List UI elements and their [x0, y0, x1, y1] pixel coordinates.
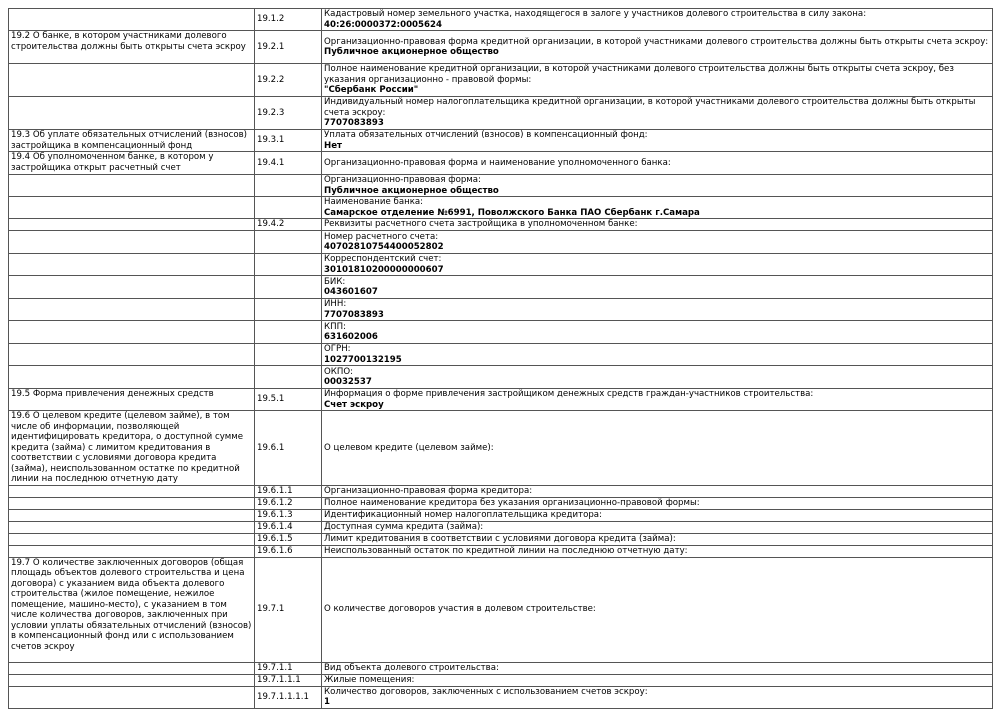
item-label: Уплата обязательных отчислений (взносов) в компенсационный фонд:	[324, 130, 648, 140]
item-value: 043601607	[324, 287, 378, 297]
item-value: 30101810200000000607	[324, 264, 444, 275]
item-content	[322, 366, 993, 389]
item-number: 19.6.1.5	[255, 533, 322, 545]
table-row	[9, 130, 993, 152]
section-title	[9, 485, 255, 497]
item-label: О целевом кредите (целевом займе):	[324, 442, 494, 453]
item-value: Счет эскроу	[324, 399, 384, 410]
item-label: Реквизиты расчетного счета застройщика в уполномоченном банке:	[324, 219, 638, 230]
item-value: 1027700132195	[324, 354, 402, 365]
section-title	[9, 521, 255, 533]
item-number: 19.1.2	[255, 9, 322, 31]
section-title	[9, 344, 255, 366]
item-number: 19.2.3	[255, 97, 322, 130]
item-label: Организационно-правовая форма:	[324, 175, 481, 185]
section-title	[9, 366, 255, 389]
table-row	[9, 344, 993, 366]
item-content	[322, 197, 993, 219]
section-title: 19.6 О целевом кредите (целевом займе), в том числе об информации, позволяющей идентифицировать кредитора, о доступной сумме кредита (займа) с лимитом кредитования в соответствии с условиями договора кредита (займа), неиспользованном остатке по кредитной линии на последнюю отчетную дату	[9, 411, 255, 486]
table-row	[9, 9, 993, 31]
item-value: "Сбербанк России"	[324, 85, 419, 96]
item-label: Корреспондентский счет:	[324, 254, 442, 264]
item-content	[322, 557, 993, 662]
item-label: Организационно-правовая форма кредитора:	[324, 485, 533, 496]
section-title: 19.4 Об уполномоченном банке, в котором у застройщика открыт расчетный счет	[9, 152, 255, 175]
table-row	[9, 152, 993, 175]
table-row	[9, 231, 993, 254]
item-number: 19.7.1.1.1.1	[255, 686, 322, 708]
item-value: 40702810754400052802	[324, 242, 444, 252]
item-content	[322, 521, 993, 533]
item-content	[322, 545, 993, 557]
item-label: ОГРН:	[324, 344, 351, 354]
item-number	[255, 366, 322, 389]
table-row	[9, 497, 993, 509]
item-number	[255, 231, 322, 254]
section-title	[9, 662, 255, 674]
item-value: 40:26:0000372:0005624	[324, 19, 442, 30]
table-row	[9, 254, 993, 276]
table-row	[9, 674, 993, 686]
item-label: Лимит кредитования в соответствии с условиями договора кредита (займа):	[324, 533, 676, 544]
item-label: ИНН:	[324, 299, 347, 309]
item-content	[322, 276, 993, 299]
item-number	[255, 344, 322, 366]
item-value: 7707083893	[324, 309, 384, 320]
item-number: 19.4.1	[255, 152, 322, 175]
table-row	[9, 321, 993, 344]
item-content	[322, 674, 993, 686]
item-label: Наименование банка:	[324, 197, 424, 207]
section-title	[9, 175, 255, 197]
table-row	[9, 175, 993, 197]
section-title	[9, 64, 255, 97]
item-content	[322, 411, 993, 486]
item-value: Публичное акционерное общество	[324, 185, 499, 196]
table-row	[9, 31, 993, 64]
item-content	[322, 662, 993, 674]
section-title	[9, 231, 255, 254]
item-content	[322, 130, 993, 152]
item-number: 19.2.1	[255, 31, 322, 64]
item-content	[322, 299, 993, 321]
section-title	[9, 509, 255, 521]
item-label: БИК:	[324, 276, 346, 287]
item-value: 1	[324, 697, 330, 707]
item-content	[322, 389, 993, 411]
item-content	[322, 175, 993, 197]
item-label: Кадастровый номер земельного участка, находящегося в залоге у участников долевого строительства в силу закона:	[324, 9, 867, 19]
item-number: 19.7.1	[255, 557, 322, 662]
item-content	[322, 97, 993, 130]
item-content	[322, 485, 993, 497]
item-number: 19.7.1.1.1	[255, 674, 322, 686]
item-label: ОКПО:	[324, 366, 353, 377]
table-row	[9, 276, 993, 299]
item-label: Информация о форме привлечения застройщиком денежных средств граждан-участников строительства:	[324, 389, 814, 399]
item-number: 19.4.2	[255, 219, 322, 231]
section-title: 19.3 Об уплате обязательных отчислений (взносов) застройщика в компенсационный фонд	[9, 130, 255, 152]
item-label: Количество договоров, заключенных с использованием счетов эскроу:	[324, 686, 648, 697]
section-title	[9, 197, 255, 219]
item-label: Идентификационный номер налогоплательщика кредитора:	[324, 509, 602, 520]
section-title: 19.2 О банке, в котором участниками долевого строительства должны быть открыты счета эскроу	[9, 31, 255, 64]
section-title	[9, 545, 255, 557]
item-label: Организационно-правовая форма кредитной организации, в которой участниками долевого строительства должны быть открыты счета эскроу:	[324, 36, 989, 47]
item-content	[322, 321, 993, 344]
table-row	[9, 389, 993, 411]
item-number	[255, 254, 322, 276]
table-row	[9, 219, 993, 231]
item-number: 19.6.1	[255, 411, 322, 486]
section-title	[9, 321, 255, 344]
item-number: 19.7.1.1	[255, 662, 322, 674]
item-content	[322, 64, 993, 97]
item-label: О количестве договоров участия в долевом строительстве:	[324, 604, 596, 615]
item-value: Самарское отделение №6991, Поволжского Банка ПАО Сбербанк г.Самара	[324, 207, 700, 218]
item-value: 00032537	[324, 377, 372, 387]
table-row	[9, 686, 993, 708]
item-number: 19.3.1	[255, 130, 322, 152]
item-number	[255, 276, 322, 299]
item-label: Полное наименование кредитной организации, в которой участниками долевого строительства должны быть открыты счета эскроу, без указания организационно - правовой формы:	[324, 64, 954, 85]
table-row	[9, 557, 993, 662]
section-title	[9, 674, 255, 686]
table-row	[9, 97, 993, 130]
item-value: 7707083893	[324, 118, 384, 129]
item-label: Полное наименование кредитора без указания организационно-правовой формы:	[324, 497, 700, 508]
item-content	[322, 344, 993, 366]
item-label: Организационно-правовая форма и наименование уполномоченного банка:	[324, 157, 671, 168]
section-title	[9, 497, 255, 509]
item-content	[322, 686, 993, 708]
item-number	[255, 299, 322, 321]
item-content	[322, 509, 993, 521]
item-label: Неиспользованный остаток по кредитной линии на последнюю отчетную дату:	[324, 545, 688, 556]
item-content	[322, 31, 993, 64]
item-number	[255, 175, 322, 197]
item-label: Индивидуальный номер налогоплательщика кредитной организации, в которой участниками долевого строительства должны быть открыты счета эскроу:	[324, 97, 976, 118]
item-label: Доступная сумма кредита (займа):	[324, 521, 484, 532]
item-content	[322, 231, 993, 254]
section-title	[9, 299, 255, 321]
table-row	[9, 533, 993, 545]
section-title	[9, 686, 255, 708]
table-row	[9, 485, 993, 497]
item-value: Публичное акционерное общество	[324, 47, 499, 57]
table-row	[9, 662, 993, 674]
disclosure-table	[8, 8, 993, 709]
item-value: Нет	[324, 140, 343, 151]
section-title	[9, 276, 255, 299]
item-content	[322, 533, 993, 545]
section-title	[9, 9, 255, 31]
item-number: 19.6.1.1	[255, 485, 322, 497]
item-number: 19.6.1.2	[255, 497, 322, 509]
item-number	[255, 197, 322, 219]
item-number: 19.6.1.3	[255, 509, 322, 521]
item-number: 19.6.1.4	[255, 521, 322, 533]
table-row	[9, 197, 993, 219]
table-row	[9, 411, 993, 486]
item-number	[255, 321, 322, 344]
item-content	[322, 152, 993, 175]
section-title	[9, 533, 255, 545]
item-number: 19.5.1	[255, 389, 322, 411]
item-label: Вид объекта долевого строительства:	[324, 662, 499, 673]
item-label: Жилые помещения:	[324, 674, 415, 685]
item-content	[322, 219, 993, 231]
table-row	[9, 366, 993, 389]
item-label: Номер расчетного счета:	[324, 231, 439, 242]
table-row	[9, 545, 993, 557]
item-content	[322, 9, 993, 31]
item-content	[322, 254, 993, 276]
section-title: 19.7 О количестве заключенных договоров (общая площадь объектов долевого строительства и цена договора) с указанием вида объекта долевого строительства (жилое помещение, нежилое помещение, машино-место), с указанием в том числе количества договоров, заключенных при условии уплаты обязательных отчислений (взносов) в компенсационный фонд или с использованием счетов эскроу	[9, 557, 255, 662]
item-number: 19.6.1.6	[255, 545, 322, 557]
item-value: 631602006	[324, 332, 378, 342]
section-title: 19.5 Форма привлечения денежных средств	[9, 389, 255, 411]
section-title	[9, 219, 255, 231]
table-row	[9, 509, 993, 521]
table-row	[9, 64, 993, 97]
item-number: 19.2.2	[255, 64, 322, 97]
table-row	[9, 299, 993, 321]
item-content	[322, 497, 993, 509]
item-label: КПП:	[324, 321, 346, 332]
table-row	[9, 521, 993, 533]
section-title	[9, 97, 255, 130]
section-title	[9, 254, 255, 276]
